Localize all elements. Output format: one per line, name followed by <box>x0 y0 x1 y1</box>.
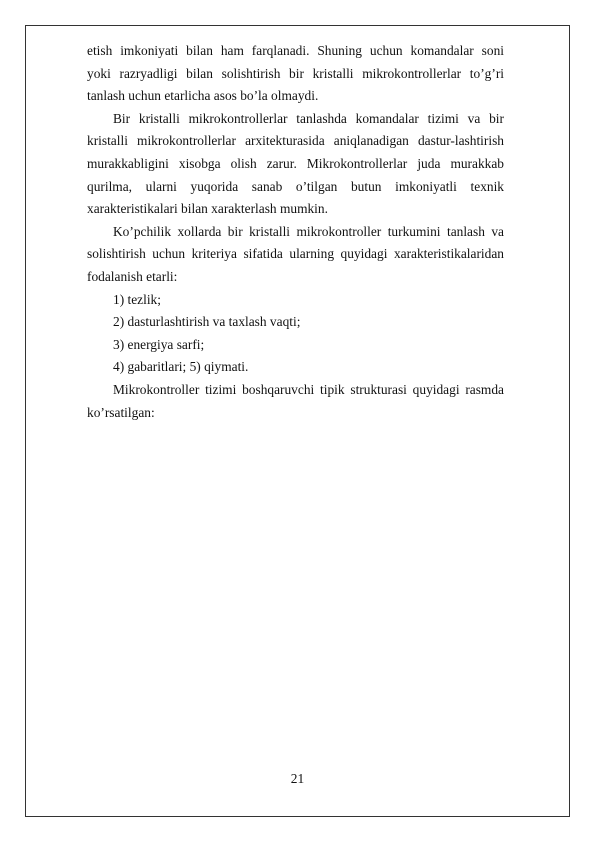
text-line: fodalanish etarli: <box>87 268 178 284</box>
text-line: etish imkoniyati bilan ham farqlanadi. Shuning uchun komandalar soni <box>87 43 504 58</box>
text-line: tanlash uchun etarlicha asos bo’la olmaydi. <box>87 88 319 104</box>
paragraph-first-line: Ko’pchilik xollarda bir kristalli mikrokontroller turkumini tanlash va <box>113 223 504 239</box>
text-line: ko’rsatilgan: <box>87 404 155 420</box>
text-line: xarakteristikalari bilan xarakterlash mumkin. <box>87 201 328 217</box>
text-line: murakkabligini xisobga olish zarur. Mikrokontrollerlar juda murakkab <box>87 155 504 171</box>
text-line: qurilma, ularni yuqorida sanab o’tilgan butun imkoniyatli texnik <box>87 178 504 194</box>
page-number: 21 <box>290 771 305 786</box>
list-item: 2) dasturlashtirish va taxlash vaqti; <box>113 314 301 330</box>
text-line: solishtirish uchun kriteriya sifatida ularning quyidagi xarakteristikalaridan <box>87 246 504 262</box>
paragraph-first-line: Mikrokontroller tizimi boshqaruvchi tipik strukturasi quyidagi rasmda <box>113 381 504 397</box>
paragraph-first-line: Bir kristalli mikrokontrollerlar tanlashda komandalar tizimi va bir <box>113 110 504 126</box>
text-line: kristalli mikrokontrollerlar arxitekturasida aniqlanadigan dastur-lashtirish <box>87 133 504 149</box>
list-item: 3) energiya sarfi; <box>113 336 205 352</box>
list-item: 1) tezlik; <box>113 291 161 307</box>
document-body <box>87 40 504 424</box>
text-line: yoki razryadligi bilan solishtirish bir kristalli mikrokontrollerlar to’g’ri <box>87 65 504 81</box>
list-item: 4) gabaritlari; 5) qiymati. <box>113 359 249 375</box>
